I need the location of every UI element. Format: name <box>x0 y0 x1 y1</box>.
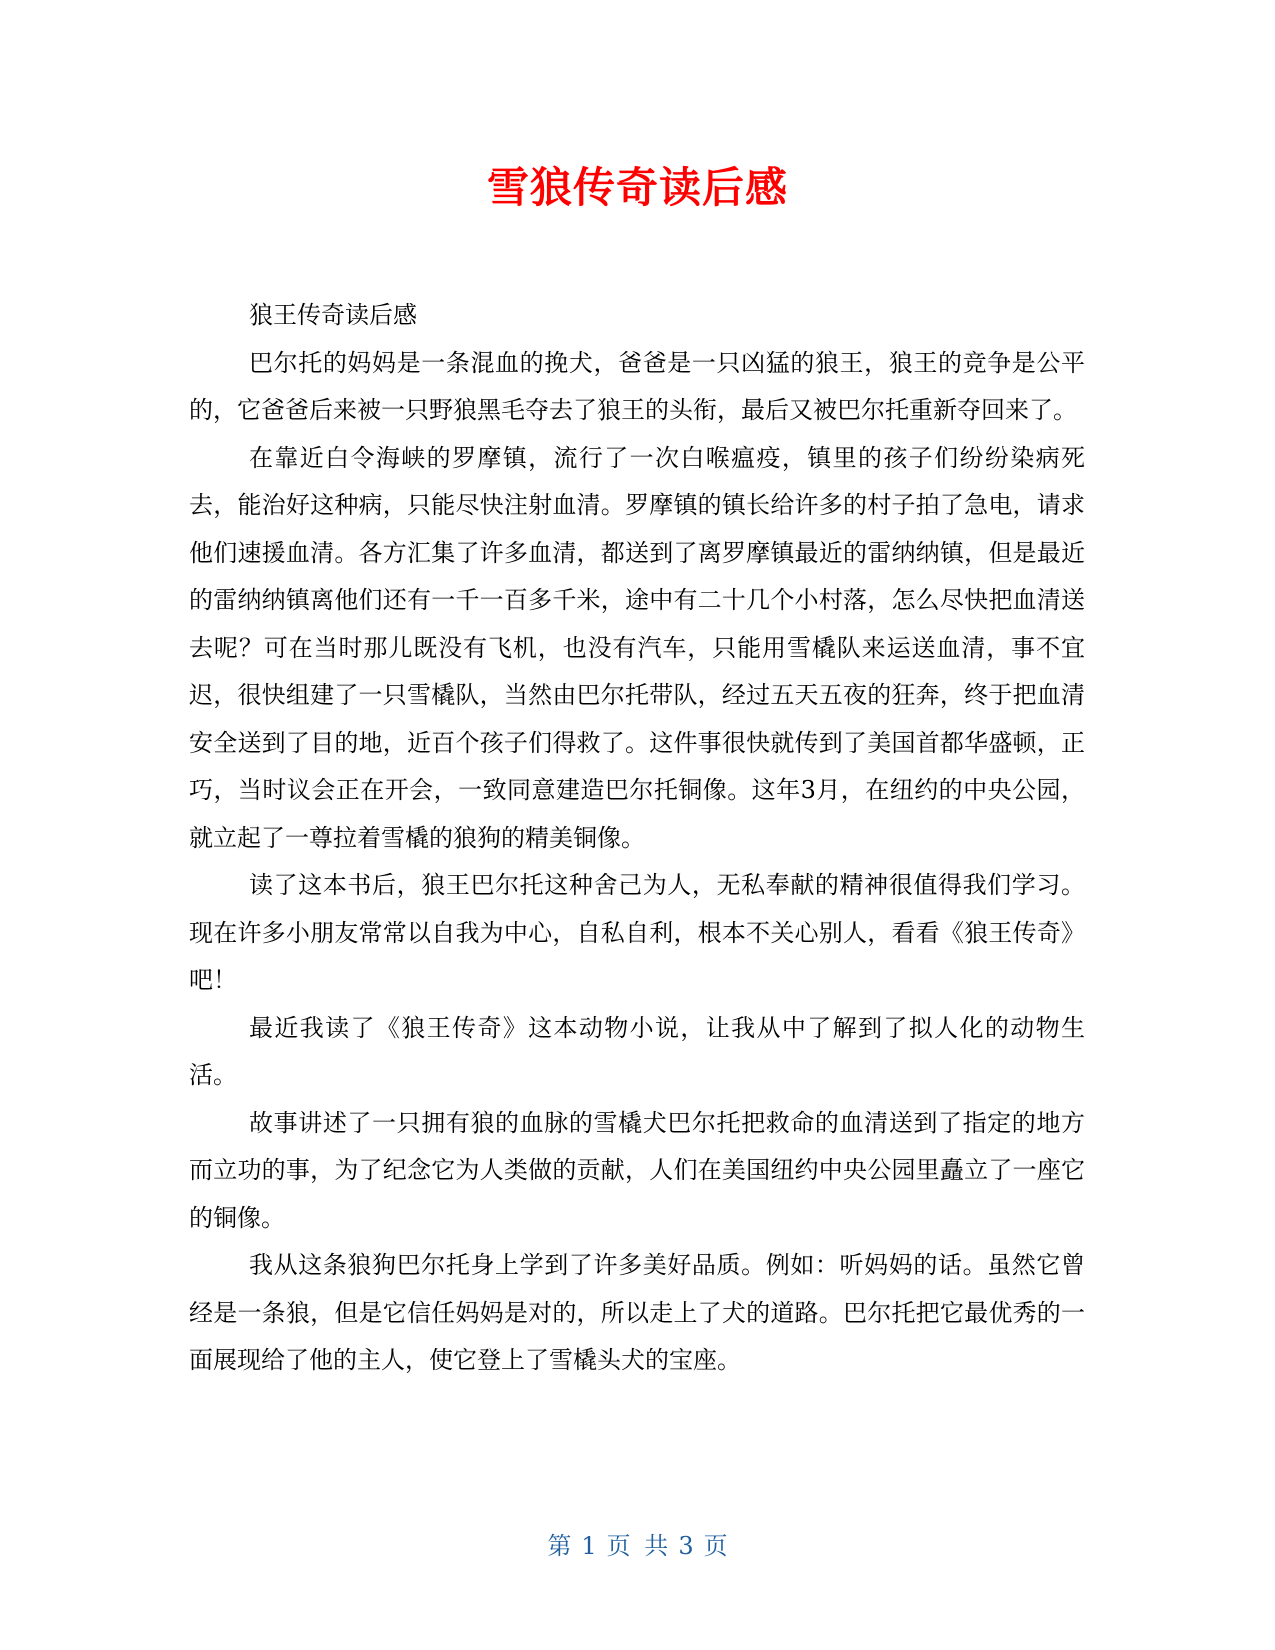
footer-prefix: 第 <box>547 1532 572 1560</box>
paragraph: 故事讲述了一只拥有狼的血脉的雪橇犬巴尔托把救命的血清送到了指定的地方而立功的事，为了纪念它为人类做的贡献，人们在美国纽约中央公园里矗立了一座它的铜像。 <box>189 1108 1085 1232</box>
paragraph: 最近我读了《狼王传奇》这本动物小说，让我从中了解到了拟人化的动物生活。 <box>189 1013 1085 1089</box>
footer-current-page: 1 <box>581 1532 597 1560</box>
document-body <box>189 292 1085 1385</box>
footer-suffix: 页 <box>703 1532 728 1560</box>
paragraph: 读了这本书后，狼王巴尔托这种舍己为人，无私奉献的精神很值得我们学习。现在许多小朋友常常以自我为中心，自私自利，根本不关心别人，看看《狼王传奇》吧！ <box>189 871 1085 994</box>
paragraph: 在靠近白令海峡的罗摩镇，流行了一次白喉瘟疫，镇里的孩子们纷纷染病死去，能治好这种病，只能尽快注射血清。罗摩镇的镇长给许多的村子拍了急电，请求他们速援血清。各方汇集了许多血清，都送到了离罗摩镇最近的雷纳纳镇，但是最近的雷纳纳镇离他们还有一千一百多千米，途中有二十几个小村落，怎么尽快把血清送去呢？可在当时那儿既没有飞机，也没有汽车，只能用雪橇队来运送血清，事不宜迟，很快组建了一只雪橇队，当然由巴尔托带队，经过五天五夜的狂奔，终于把血清安全送到了目的地，近百个孩子们得救了。这件事很快就传到了美国首都华盛顿，正巧，当时议会正在开会，一致同意建造巴尔托铜像。这年3月，在纽约的中央公园，就立起了一尊拉着雪橇的狼狗的精美铜像。 <box>189 443 1085 852</box>
page-footer <box>0 1530 1275 1562</box>
paragraph-subtitle: 狼王传奇读后感 <box>249 301 417 329</box>
paragraph: 巴尔托的妈妈是一条混血的挽犬，爸爸是一只凶猛的狼王，狼王的竞争是公平的，它爸爸后来被一只野狼黑毛夺去了狼王的头衔，最后又被巴尔托重新夺回来了。 <box>189 348 1085 424</box>
paragraph: 我从这条狼狗巴尔托身上学到了许多美好品质。例如：听妈妈的话。虽然它曾经是一条狼，但是它信任妈妈是对的，所以走上了犬的道路。巴尔托把它最优秀的一面展现给了他的主人，使它登上了雪橇头犬的宝座。 <box>189 1251 1085 1374</box>
footer-middle: 页 共 <box>606 1532 669 1560</box>
footer-total-pages: 3 <box>678 1532 694 1560</box>
document-title: 雪狼传奇读后感 <box>486 163 788 212</box>
